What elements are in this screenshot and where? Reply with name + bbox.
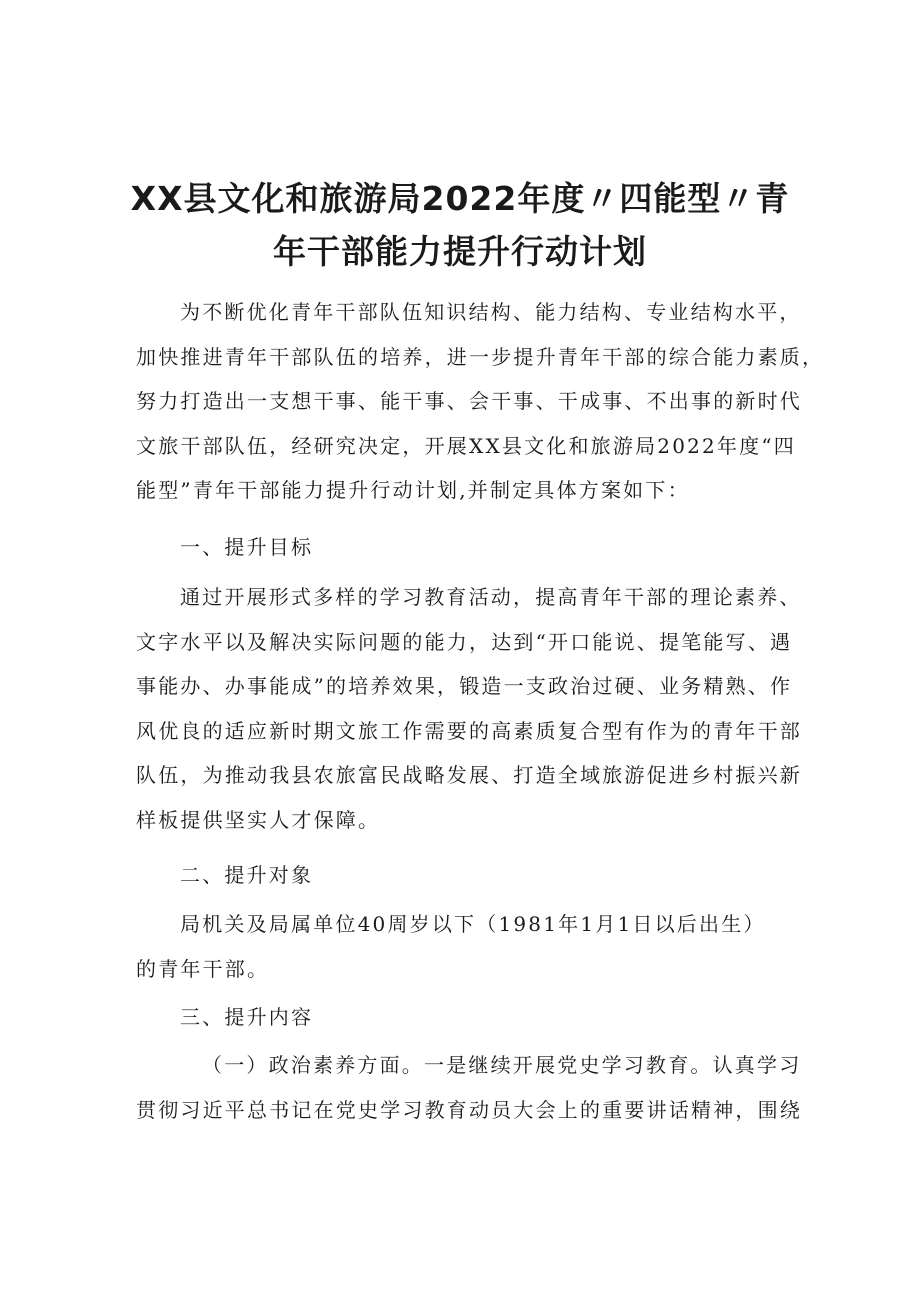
section-1-line: 事能办、办事能成”的培养效果，锻造一支政治过硬、业务精熟、作 <box>136 674 793 699</box>
section-heading-text: 二、提升对象 <box>180 863 314 887</box>
section-2-line: 的青年干部。 <box>136 956 270 981</box>
section-1-line: 队伍，为推动我县农旅富民战略发展、打造全域旅游促进乡村振兴新 <box>136 763 802 788</box>
section-heading-text: 一、提升目标 <box>180 535 314 559</box>
section-1-paragraph <box>136 575 802 843</box>
section-3-line: （一）政治素养方面。一是继续开展党史学习教育。认真学习 <box>202 1053 802 1077</box>
intro-line: 努力打造出一支想干事、能干事、会干事、干成事、不出事的新时代 <box>136 389 802 414</box>
section-1-line: 通过开展形式多样的学习教育活动，提高青年干部的理论素养、 <box>180 585 802 609</box>
section-3-heading <box>136 995 792 1040</box>
intro-line: 能型”青年干部能力提升行动计划,并制定具体方案如下： <box>136 478 690 503</box>
section-1-heading <box>136 525 792 570</box>
intro-line: 为不断优化青年干部队伍知识结构、能力结构、专业结构水平， <box>180 300 802 324</box>
document-title-line-1: XX县文化和旅游局2022年度〃四能型〃青 <box>130 179 790 218</box>
section-2-paragraph <box>136 902 792 991</box>
intro-line: 文旅干部队伍，经研究决定，开展XX县文化和旅游局2022年度“四 <box>136 433 796 458</box>
section-1-line: 文字水平以及解决实际问题的能力，达到“开口能说、提笔能写、遇 <box>136 629 793 654</box>
section-2-line: 局机关及局属单位40周岁以下（1981年1月1日以后出生） <box>180 912 766 936</box>
intro-paragraph <box>136 290 825 513</box>
section-3-line: 贯彻习近平总书记在党史学习教育动员大会上的重要讲话精神，围绕 <box>136 1097 802 1122</box>
intro-line: 加快推进青年干部队伍的培养，进一步提升青年干部的综合能力素质， <box>136 344 825 369</box>
section-3-paragraph <box>136 1043 802 1132</box>
section-2-heading <box>136 853 792 898</box>
section-1-line: 风优良的适应新时期文旅工作需要的高素质复合型有作为的青年干部 <box>136 718 802 743</box>
section-1-line: 样板提供坚实人才保障。 <box>136 807 381 832</box>
document-title-line-2: 年干部能力提升行动计划 <box>273 232 647 271</box>
section-heading-text: 三、提升内容 <box>180 1005 314 1029</box>
